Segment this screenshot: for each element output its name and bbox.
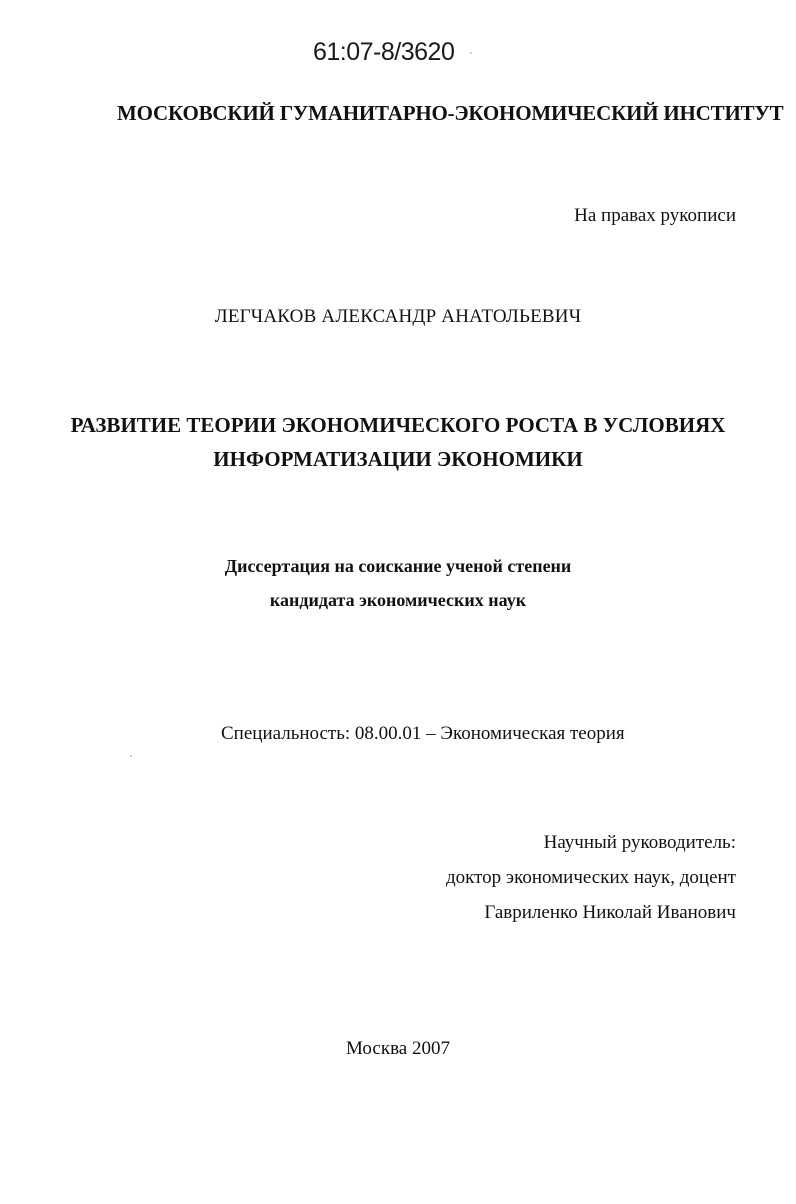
supervisor-label: Научный руководитель: <box>543 832 736 853</box>
institute-name: МОСКОВСКИЙ ГУМАНИТАРНО-ЭКОНОМИЧЕСКИЙ ИНСТИТУТ <box>117 101 784 125</box>
manuscript-rights-note: На правах рукописи <box>574 205 736 226</box>
title-line-2: ИНФОРМАТИЗАЦИИ ЭКОНОМИКИ <box>213 447 583 471</box>
scan-speck <box>470 52 472 54</box>
supervisor-name: Гавриленко Николай Иванович <box>484 902 736 923</box>
title-line-1: РАЗВИТИЕ ТЕОРИИ ЭКОНОМИЧЕСКОГО РОСТА В УСЛОВИЯХ <box>70 413 726 437</box>
specialty: Специальность: 08.00.01 – Экономическая теория <box>221 723 625 744</box>
catalog-number: 61:07-8/3620 <box>313 38 455 66</box>
city-year: Москва 2007 <box>346 1038 450 1059</box>
supervisor-degree: доктор экономических наук, доцент <box>445 867 736 888</box>
author-name: ЛЕГЧАКОВ АЛЕКСАНДР АНАТОЛЬЕВИЧ <box>214 306 582 327</box>
degree-statement <box>0 549 796 617</box>
degree-line-1: Диссертация на соискание ученой степени <box>224 556 572 576</box>
degree-line-2: кандидата экономических наук <box>269 590 527 610</box>
scan-speck <box>130 755 132 757</box>
dissertation-title <box>0 408 796 476</box>
supervisor-block <box>446 825 736 930</box>
